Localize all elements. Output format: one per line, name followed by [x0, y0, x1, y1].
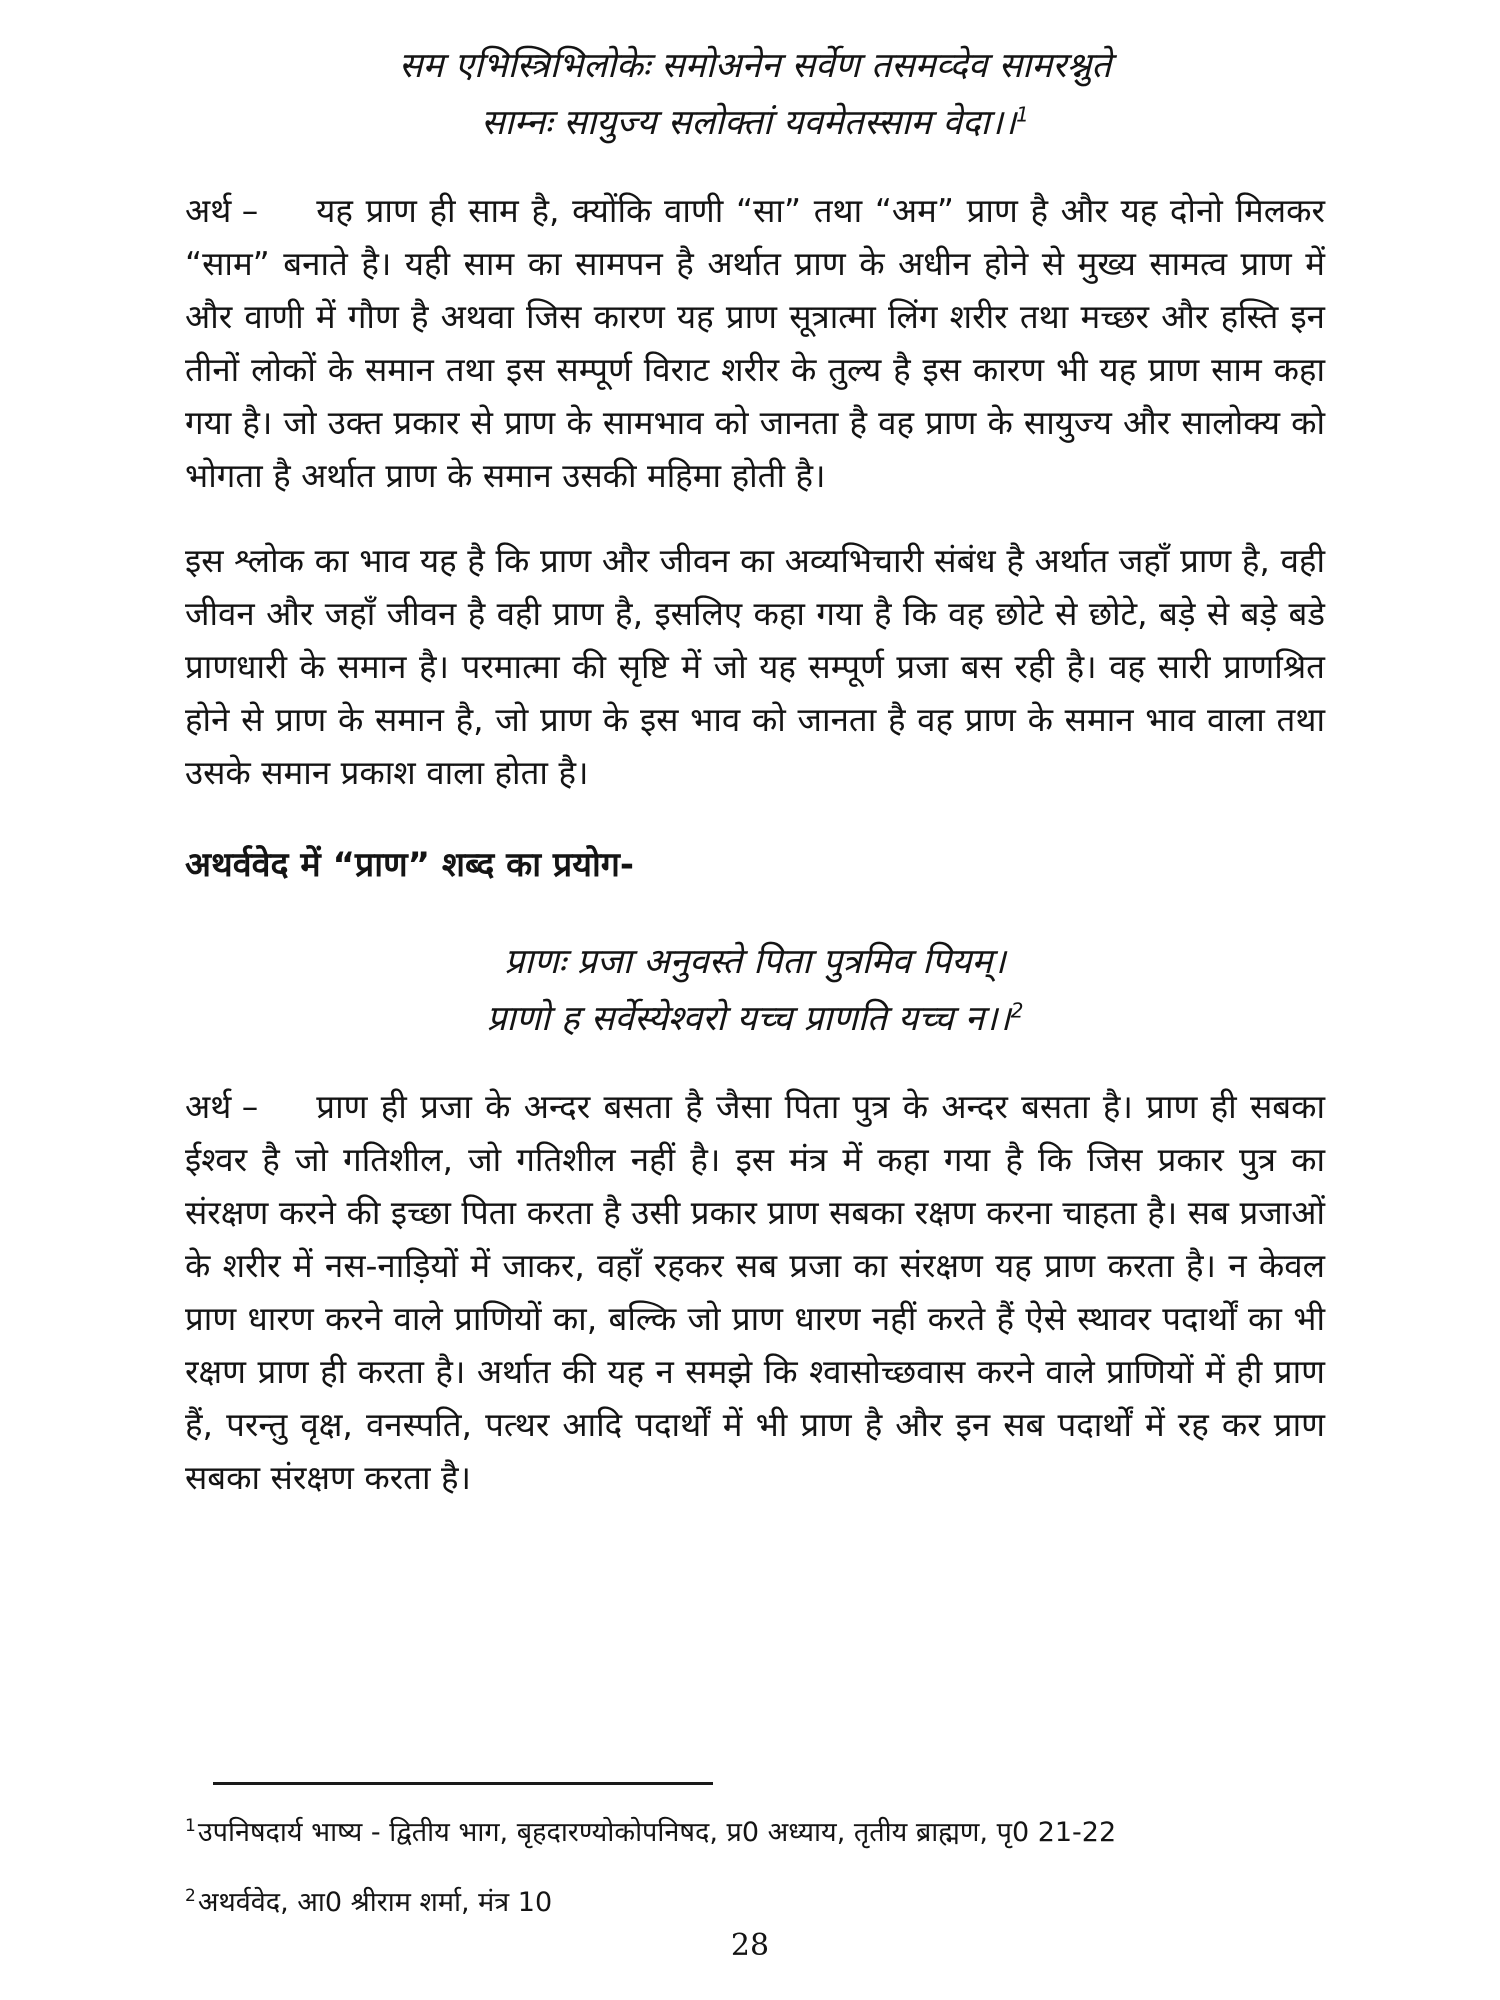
verse-line	[185, 95, 1325, 152]
footnote-ref-1: 1	[1016, 102, 1029, 127]
footnote-section	[185, 1782, 1365, 1925]
footnote-ref-2: 2	[1010, 998, 1024, 1023]
meaning-paragraph-1	[185, 184, 1325, 502]
meaning-label: अर्थ –	[185, 1087, 259, 1126]
meaning-paragraph-2	[185, 1080, 1325, 1504]
footnote-marker: 1	[185, 1816, 196, 1836]
text-column	[185, 38, 1325, 1504]
verse-line	[185, 991, 1325, 1048]
verse-line: प्राणः प्रजा अनुवस्ते पिता पुत्रमिव पियम्।	[504, 942, 1006, 982]
verse-line: सम एभिस्त्रिभिलोकेः समोअनेन सर्वेण तसमव्देव सामरश्नुते	[398, 46, 1112, 86]
paragraph-text: यह प्राण ही साम है, क्योंकि वाणी “सा” तथा “अम” प्राण है और यह दोनो मिलकर “साम” बनाते है। यही साम का सामपन है अर्थात प्राण के अधीन होने से मुख्य सामत्व प्राण में और वाणी में गौण है अथवा जिस कारण यह प्राण सूत्रात्मा लिंग शरीर तथा मच्छर और हस्ति इन तीनों लोकों के समान तथा इस सम्पूर्ण विराट शरीर के तुल्य है इस कारण भी यह प्राण साम कहा गया है। जो उक्त प्रकार से प्राण के सामभाव को जानता है वह प्राण के सायुज्य और सालोक्य को भोगता है अर्थात प्राण के समान उसकी महिमा होती है।	[185, 191, 1325, 495]
paragraph-text: प्राण ही प्रजा के अन्दर बसता है जैसा पिता पुत्र के अन्दर बसता है। प्राण ही सबका ईश्वर है जो गतिशील, जो गतिशील नहीं है। इस मंत्र में कहा गया है कि जिस प्रकार पुत्र का संरक्षण करने की इच्छा पिता करता है उसी प्रकार प्राण सबका रक्षण करना चाहता है। सब प्रजाओं के शरीर में नस-नाड़ियों में जाकर, वहाँ रहकर सब प्रजा का संरक्षण यह प्राण करता है। न केवल प्राण धारण करने वाले प्राणियों का, बल्कि जो प्राण धारण नहीं करते हैं ऐसे स्थावर पदार्थों का भी रक्षण प्राण ही करता है। अर्थात की यह न समझे कि श्वासोच्छवास करने वाले प्राणियों में ही प्राण हैं, परन्तु वृक्ष, वनस्पति, पत्थर आदि पदार्थों में भी प्राण है और इन सब पदार्थों में रह कर प्राण सबका संरक्षण करता है।	[185, 1087, 1325, 1497]
page-number: 28	[730, 1928, 770, 1963]
footnote-2	[185, 1881, 1365, 1925]
section-heading: अथर्ववेद में “प्राण” शब्द का प्रयोग-	[185, 845, 635, 885]
verse-line-text: प्राणो ह सर्वेस्येश्वरो यच्च प्राणति यच्च न।।	[486, 999, 1011, 1039]
paragraph-text: इस श्लोक का भाव यह है कि प्राण और जीवन का अव्यभिचारी संबंध है अर्थात जहाँ प्राण है, वही जीवन और जहाँ जीवन है वही प्राण है, इसलिए कहा गया है कि वह छोटे से छोटे, बड़े से बड़े बडे प्राणधारी के समान है। परमात्मा की सृष्टि में जो यह सम्पूर्ण प्रजा बस रही है। वह सारी प्राणश्रित होने से प्राण के समान है, जो प्राण के इस भाव को जानता है वह प्राण के समान भाव वाला तथा उसके समान प्रकाश वाला होता है।	[185, 541, 1325, 792]
sanskrit-verse-1	[185, 38, 1325, 152]
footnote-text: उपनिषदार्य भाष्य - द्वितीय भाग, बृहदारण्योकोपनिषद, प्र0 अध्याय, तृतीय ब्राह्मण, पृ0 21-22	[197, 1817, 1117, 1848]
footnote-separator	[213, 1782, 713, 1785]
commentary-paragraph	[185, 534, 1325, 799]
footnote-marker: 2	[185, 1886, 196, 1906]
footnote-text: अथर्ववेद, आ0 श्रीराम शर्मा, मंत्र 10	[197, 1887, 553, 1918]
verse-line-text: साम्नः सायुज्य सलोक्तां यवमेतस्साम वेदा।।	[481, 103, 1017, 143]
footnote-1	[185, 1811, 1365, 1855]
sanskrit-verse-2	[185, 934, 1325, 1048]
meaning-label: अर्थ –	[185, 191, 259, 230]
